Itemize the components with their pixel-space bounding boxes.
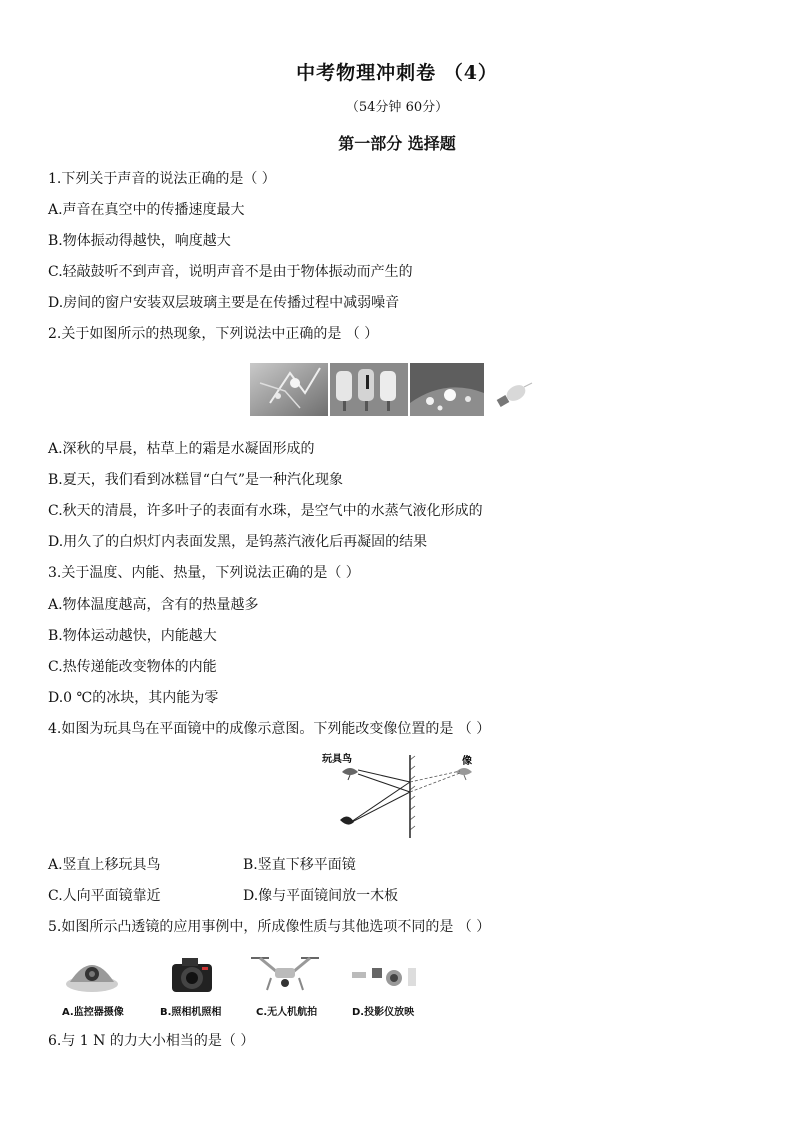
camera-image (166, 952, 218, 998)
question-3-option-d: D.0 ℃的冰块，其内能为零 (48, 690, 219, 706)
mirror-diagram (320, 750, 480, 840)
section-heading: 第一部分 选择题 (338, 134, 456, 153)
question-2-option-a: A.深秋的早晨，枯草上的霜是水凝固形成的 (48, 441, 315, 457)
toy-bird-label: 玩具鸟 (322, 754, 352, 765)
question-1-option-b: B.物体振动得越快，响度越大 (48, 233, 231, 249)
light-bulb-photo (486, 363, 538, 416)
image-label: 像 (462, 756, 472, 767)
frost-photo (250, 363, 328, 416)
question-1-option-c: C.轻敲鼓听不到声音，说明声音不是由于物体振动而产生的 (48, 264, 413, 280)
question-3-stem: 3.关于温度、内能、热量，下列说法正确的是（ ） (48, 565, 360, 581)
popsicle-photo (330, 363, 408, 416)
caption-b: B.照相机照相 (160, 1007, 222, 1018)
question-4-option-d: D.像与平面镜间放一木板 (243, 888, 399, 904)
question-2-option-c: C.秋天的清晨，许多叶子的表面有水珠，是空气中的水蒸气液化形成的 (48, 503, 483, 519)
drone-image (247, 950, 323, 998)
question-4-stem: 4.如图为玩具鸟在平面镜中的成像示意图。下列能改变像位置的是 （ ） (48, 721, 491, 737)
question-2-option-b: B.夏天，我们看到冰糕冒“白气”是一种汽化现象 (48, 472, 344, 488)
question-1-option-d: D.房间的窗户安装双层玻璃主要是在传播过程中减弱噪音 (48, 295, 400, 311)
projector-image (350, 958, 420, 994)
question-3-option-b: B.物体运动越快，内能越大 (48, 628, 217, 644)
dome-camera-image (62, 950, 122, 998)
paper-subtitle: （54分钟 60分） (345, 100, 449, 115)
question-3-option-c: C.热传递能改变物体的内能 (48, 659, 217, 675)
question-3-option-a: A.物体温度越高，含有的热量越多 (48, 597, 259, 613)
paper-title: 中考物理冲刺卷 （4） (296, 62, 498, 84)
question-1-option-a: A.声音在真空中的传播速度最大 (48, 202, 245, 218)
leaf-dew-photo (410, 363, 484, 416)
question-5-stem: 5.如图所示凸透镜的应用事例中，所成像性质与其他选项不同的是 （ ） (48, 919, 491, 935)
question-1-stem: 1.下列关于声音的说法正确的是（ ） (48, 171, 276, 187)
question-2-option-d: D.用久了的白炽灯内表面发黑，是钨蒸汽液化后再凝固的结果 (48, 534, 428, 550)
question-4-option-b: B.竖直下移平面镜 (243, 857, 356, 873)
question-2-stem: 2.关于如图所示的热现象，下列说法中正确的是 （ ） (48, 326, 379, 342)
question-6-stem: 6.与 1 N 的力大小相当的是（ ） (48, 1033, 255, 1049)
question-4-option-c: C.人向平面镜靠近 (48, 888, 161, 904)
caption-c: C.无人机航拍 (256, 1007, 318, 1018)
question-4-option-a: A.竖直上移玩具鸟 (48, 857, 161, 873)
caption-a: A.监控器摄像 (62, 1007, 124, 1018)
caption-d: D.投影仪放映 (352, 1007, 415, 1018)
